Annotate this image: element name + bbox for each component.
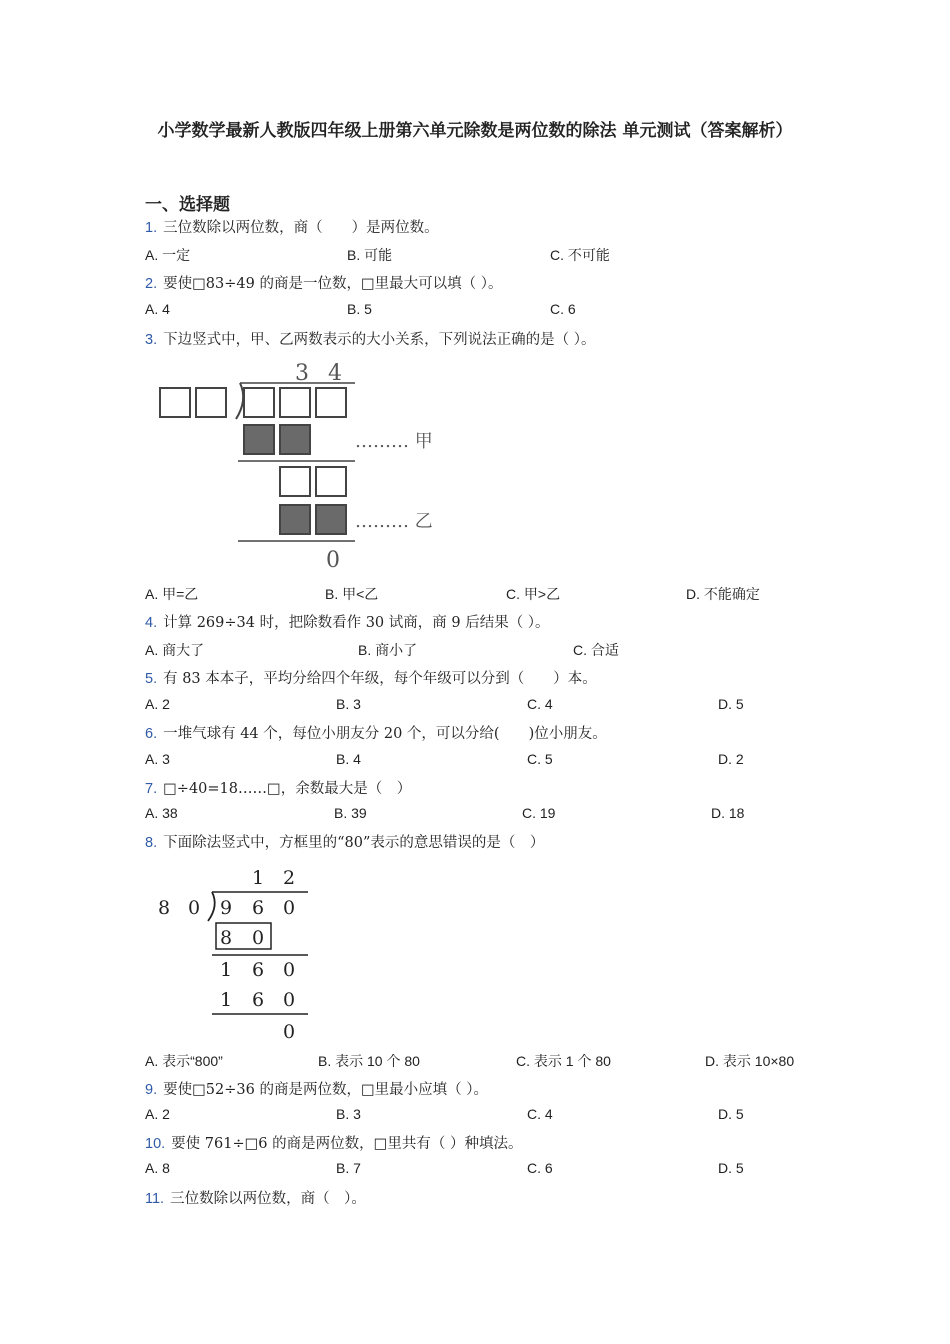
fig8-dividend-digit: 9 <box>220 897 233 919</box>
fig8-divisor-digit: 8 <box>158 897 171 919</box>
question-number: 4. <box>145 615 158 631</box>
long-division-figure-q3 <box>150 355 480 575</box>
yi-box-1 <box>280 505 310 534</box>
fig8-boxed-digit: 0 <box>252 927 265 949</box>
fig8-row2-digit: 1 <box>220 959 233 981</box>
question-11 <box>145 1187 366 1208</box>
q8-option-c: C. 表示 1 个 80 <box>516 1053 611 1069</box>
fig8-row2-digit: 6 <box>252 959 265 981</box>
question-8 <box>145 831 544 852</box>
q8-option-a: A. 表示“800” <box>145 1053 223 1069</box>
question-number: 6. <box>145 726 158 742</box>
question-text: 计算 269÷34 时，把除数看作 30 试商，商 9 后结果（ ）。 <box>163 615 550 631</box>
q3-option-b: B. 甲<乙 <box>325 586 379 602</box>
question-number: 9. <box>145 1082 158 1098</box>
q2-option-b: B. 5 <box>347 301 372 317</box>
yi-box-2 <box>316 505 346 534</box>
q5-option-b: B. 3 <box>336 696 361 712</box>
question-number: 10. <box>145 1136 166 1152</box>
label-yi: ……… 乙 <box>355 511 433 532</box>
q10-option-d: D. 5 <box>718 1160 744 1176</box>
q5-option-d: D. 5 <box>718 696 744 712</box>
q6-option-c: C. 5 <box>527 751 553 767</box>
dividend-box-2 <box>280 388 310 417</box>
question-text: 三位数除以两位数，商（ ）是两位数。 <box>163 220 439 236</box>
remainder-box-1 <box>280 467 310 496</box>
fig8-row3-digit: 0 <box>283 989 296 1011</box>
q7-option-d: D. 18 <box>711 805 745 821</box>
fig8-row3-digit: 6 <box>252 989 265 1011</box>
fig8-row3-digit: 1 <box>220 989 233 1011</box>
question-3 <box>145 328 595 349</box>
q5-option-c: C. 4 <box>527 696 553 712</box>
question-text: 下边竖式中，甲、乙两数表示的大小关系，下列说法正确的是（ ）。 <box>163 332 596 348</box>
fig3-quotient-digit-2: 4 <box>328 361 342 386</box>
fig8-dividend-digit: 0 <box>283 897 296 919</box>
question-text: 下面除法竖式中，方框里的“80”表示的意思错误的是（ ） <box>163 835 545 851</box>
q10-option-a: A. 8 <box>145 1160 170 1176</box>
question-number: 11. <box>145 1191 165 1207</box>
question-number: 3. <box>145 332 158 348</box>
question-number: 8. <box>145 835 158 851</box>
question-number: 5. <box>145 671 158 687</box>
fig8-row2-digit: 0 <box>283 959 296 981</box>
question-4 <box>145 611 550 632</box>
q4-option-b: B. 商小了 <box>358 642 418 658</box>
page-title: 小学数学最新人教版四年级上册第六单元除数是两位数的除法 单元测试（答案解析） <box>157 121 793 141</box>
q5-option-a: A. 2 <box>145 696 170 712</box>
q4-option-c: C. 合适 <box>573 642 619 658</box>
fig8-final-remainder: 0 <box>283 1021 296 1043</box>
q10-option-b: B. 7 <box>336 1160 361 1176</box>
q8-option-b: B. 表示 10 个 80 <box>318 1053 420 1069</box>
question-text: 有 83 本本子，平均分给四个年级，每个年级可以分到（ ）本。 <box>163 671 597 687</box>
dividend-box-1 <box>244 388 274 417</box>
q7-option-a: A. 38 <box>145 805 178 821</box>
q6-option-d: D. 2 <box>718 751 744 767</box>
q1-option-c: C. 不可能 <box>550 247 610 263</box>
q10-option-c: C. 6 <box>527 1160 553 1176</box>
long-division-figure-q8 <box>150 860 330 1045</box>
question-1 <box>145 216 439 237</box>
divisor-box-1 <box>160 388 190 417</box>
q9-option-b: B. 3 <box>336 1106 361 1122</box>
question-text: □÷40=18……□，余数最大是（ ） <box>163 781 412 797</box>
question-number: 2. <box>145 276 158 292</box>
q7-option-c: C. 19 <box>522 805 556 821</box>
q9-option-a: A. 2 <box>145 1106 170 1122</box>
question-number: 1. <box>145 220 158 236</box>
remainder-box-2 <box>316 467 346 496</box>
question-6 <box>145 722 607 743</box>
q1-option-a: A. 一定 <box>145 247 191 263</box>
question-text: 要使 761÷□6 的商是两位数，□里共有（ ）种填法。 <box>171 1136 523 1152</box>
label-jia: ……… 甲 <box>355 431 433 452</box>
divisor-box-2 <box>196 388 226 417</box>
section-heading: 一、选择题 <box>145 195 230 215</box>
q4-option-a: A. 商大了 <box>145 642 205 658</box>
q1-option-b: B. 可能 <box>347 247 393 263</box>
question-text: 要使□83÷49 的商是一位数，□里最大可以填（ ）。 <box>163 276 503 292</box>
question-number: 7. <box>145 781 158 797</box>
question-text: 三位数除以两位数，商（ ）。 <box>170 1191 366 1207</box>
fig3-quotient-digit-1: 3 <box>295 361 309 386</box>
q3-option-a: A. 甲=乙 <box>145 586 199 602</box>
q2-option-c: C. 6 <box>550 301 576 317</box>
fig8-quotient-digit: 1 <box>252 867 265 889</box>
q3-option-d: D. 不能确定 <box>686 586 760 602</box>
jia-box-1 <box>244 425 274 454</box>
fig8-boxed-digit: 8 <box>220 927 233 949</box>
dividend-box-3 <box>316 388 346 417</box>
q6-option-b: B. 4 <box>336 751 361 767</box>
question-text: 一堆气球有 44 个，每位小朋友分 20 个，可以分给( )位小朋友。 <box>163 726 607 742</box>
question-2 <box>145 272 503 293</box>
fig8-dividend-digit: 6 <box>252 897 265 919</box>
division-bracket <box>236 383 243 419</box>
jia-box-2 <box>280 425 310 454</box>
question-9 <box>145 1078 488 1099</box>
q6-option-a: A. 3 <box>145 751 170 767</box>
fig8-division-bracket <box>208 892 215 921</box>
q2-option-a: A. 4 <box>145 301 170 317</box>
question-5 <box>145 667 597 688</box>
question-10 <box>145 1132 522 1153</box>
fig8-divisor-digit: 0 <box>188 897 201 919</box>
q8-option-d: D. 表示 10×80 <box>705 1053 795 1069</box>
q9-option-d: D. 5 <box>718 1106 744 1122</box>
fig8-quotient-digit: 2 <box>283 867 296 889</box>
q7-option-b: B. 39 <box>334 805 367 821</box>
fig3-final-remainder: 0 <box>326 548 340 573</box>
q3-option-c: C. 甲>乙 <box>506 586 561 602</box>
question-7 <box>145 777 411 798</box>
question-text: 要使□52÷36 的商是两位数，□里最小应填（ ）。 <box>163 1082 489 1098</box>
q9-option-c: C. 4 <box>527 1106 553 1122</box>
